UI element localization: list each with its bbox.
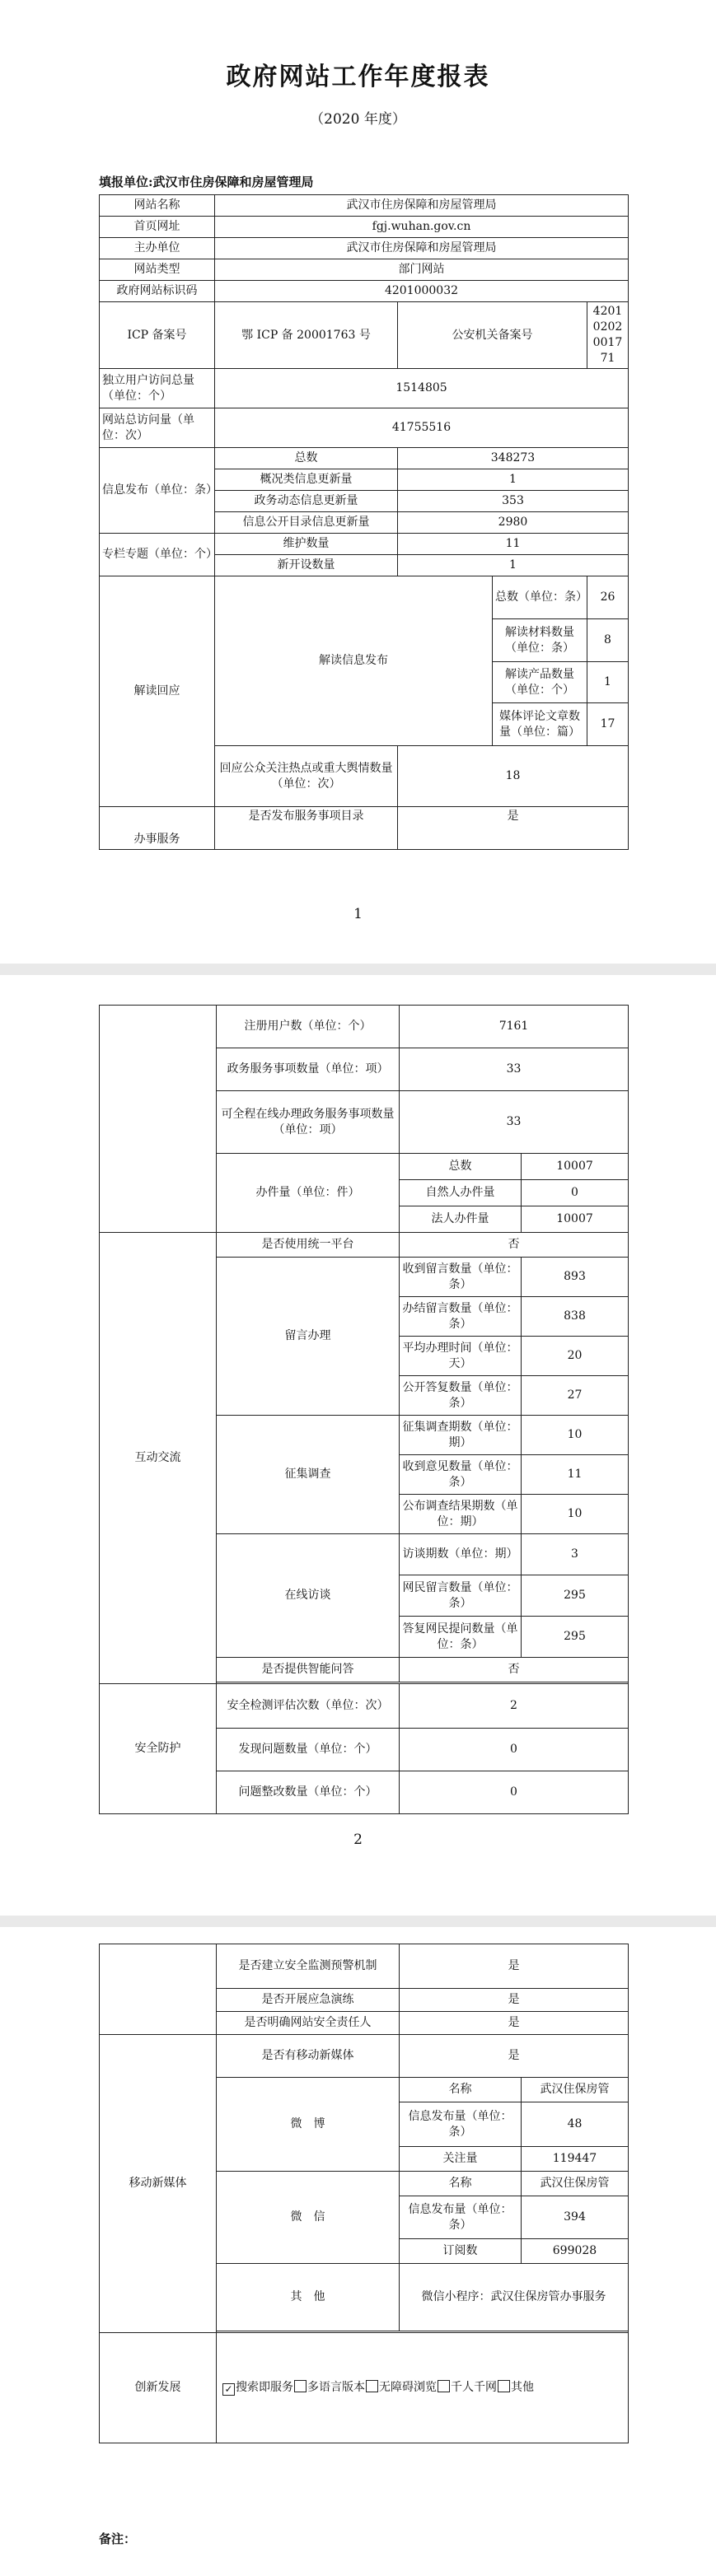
smart-label: 是否提供智能问答 [217, 1658, 400, 1682]
survey-label: 征集调查 [217, 1416, 400, 1534]
host-value: 武汉市住房保障和房屋管理局 [215, 238, 629, 259]
option-personalized: 千人千网 [451, 2381, 497, 2394]
page-separator-2 [0, 1916, 716, 1927]
interpret-material-label: 解读材料数量（单位：条） [493, 619, 587, 662]
security-fixed-label: 问题整改数量（单位：个） [217, 1771, 400, 1814]
wechat-name-value: 武汉住保房管 [522, 2172, 629, 2196]
site-code-value: 4201000032 [215, 281, 629, 302]
weibo-posts-value: 48 [522, 2102, 629, 2147]
uv-label: 独立用户访问总量（单位：个） [100, 369, 215, 408]
msg-public-value: 27 [522, 1376, 629, 1416]
wechat-sub-value: 699028 [522, 2239, 629, 2264]
info-catalog-value: 2980 [398, 512, 629, 534]
security-monitor-label: 是否建立安全监测预警机制 [217, 1944, 400, 1989]
info-catalog-label: 信息公开目录信息更新量 [215, 512, 398, 534]
footer-note: 备注： [99, 2532, 137, 2546]
innovation-label: 创新发展 [100, 2333, 217, 2443]
column-new-value: 1 [398, 555, 629, 576]
mobile-label: 移动新媒体 [100, 2035, 217, 2333]
service-label: 办事服务 [100, 807, 215, 850]
report-table-page-2 [99, 1005, 629, 1814]
report-title: 政府网站工作年度报表 [226, 63, 490, 91]
icp-value: 鄂 ICP 备 20001763 号 [215, 302, 398, 369]
pv-label: 网站总访问量（单位：次） [100, 408, 215, 448]
pv-value: 41755516 [215, 408, 629, 448]
interpret-hot-value: 18 [398, 746, 629, 807]
report-table-page-1 [99, 194, 629, 850]
msg-time-label: 平均办理时间（单位：天） [400, 1337, 522, 1376]
msg-received-label: 收到留言数量（单位：条） [400, 1258, 522, 1297]
msg-public-label: 公开答复数量（单位：条） [400, 1376, 522, 1416]
page-3 [0, 1927, 716, 2576]
info-overview-label: 概况类信息更新量 [215, 469, 398, 491]
weibo-posts-label: 信息发布量（单位：条） [400, 2102, 522, 2147]
security-owner-value: 是 [400, 2012, 629, 2035]
checkbox-other[interactable] [498, 2380, 510, 2392]
interpret-publish-label: 解读信息发布 [215, 576, 493, 746]
msg-done-value: 838 [522, 1297, 629, 1337]
platform-value: 否 [400, 1233, 629, 1258]
interview-msgs-label: 网民留言数量（单位：条） [400, 1575, 522, 1617]
innovation-options [217, 2333, 629, 2443]
info-overview-value: 1 [398, 469, 629, 491]
mobile-has-value: 是 [400, 2035, 629, 2078]
wechat-label: 微 信 [217, 2172, 400, 2264]
icp-label: ICP 备案号 [100, 302, 215, 369]
platform-label: 是否使用统一平台 [217, 1233, 400, 1258]
wechat-sub-label: 订阅数 [400, 2239, 522, 2264]
service-online-label: 可全程在线办理政务服务事项数量（单位：项） [217, 1091, 400, 1154]
service-handled-label: 办件量（单位：件） [217, 1154, 400, 1233]
info-affairs-label: 政务动态信息更新量 [215, 491, 398, 512]
info-label: 信息发布（单位：条） [100, 448, 215, 534]
security-label-cont [100, 1944, 217, 2035]
interaction-label: 互动交流 [100, 1233, 217, 1684]
survey-results-label: 公布调查结果期数（单位：期） [400, 1495, 522, 1534]
weibo-label: 微 博 [217, 2078, 400, 2172]
handled-total-value: 10007 [522, 1154, 629, 1180]
handled-natural-value: 0 [522, 1180, 629, 1206]
weibo-follow-label: 关注量 [400, 2147, 522, 2172]
report-year: （2020 年度） [310, 111, 406, 128]
checkbox-accessibility[interactable] [366, 2380, 378, 2392]
option-other: 其他 [511, 2381, 534, 2394]
handled-legal-value: 10007 [522, 1206, 629, 1233]
interpret-product-label: 解读产品数量（单位：个） [493, 662, 587, 703]
smart-value: 否 [400, 1658, 629, 1682]
service-catalog-label: 是否发布服务事项目录 [215, 807, 398, 850]
other-label: 其 他 [217, 2264, 400, 2331]
security-fixed-value: 0 [400, 1771, 629, 1814]
site-type-value: 部门网站 [215, 259, 629, 281]
security-monitor-value: 是 [400, 1944, 629, 1989]
site-type-label: 网站类型 [100, 259, 215, 281]
column-label: 专栏专题（单位：个） [100, 534, 215, 576]
checkbox-search-service[interactable]: ✓ [222, 2383, 235, 2396]
other-value: 微信小程序：武汉住保房管办事服务 [400, 2264, 629, 2331]
security-eval-value: 2 [400, 1684, 629, 1729]
report-table-page-3 [99, 1944, 629, 2443]
survey-count-label: 征集调查期数（单位：期） [400, 1416, 522, 1455]
interview-label: 在线访谈 [217, 1534, 400, 1658]
service-items-label: 政务服务事项数量（单位：项） [217, 1048, 400, 1091]
service-online-value: 33 [400, 1091, 629, 1154]
security-found-value: 0 [400, 1729, 629, 1771]
wechat-name-label: 名称 [400, 2172, 522, 2196]
option-search-service: 搜索即服务 [236, 2381, 293, 2394]
security-drill-value: 是 [400, 1989, 629, 2012]
interpret-product-value: 1 [587, 662, 629, 703]
service-label-cont [100, 1006, 217, 1233]
msg-received-value: 893 [522, 1258, 629, 1297]
uv-value: 1514805 [215, 369, 629, 408]
handled-legal-label: 法人办件量 [400, 1206, 522, 1233]
page-1 [0, 0, 716, 964]
handled-total-label: 总数 [400, 1154, 522, 1180]
security-label: 安全防护 [100, 1684, 217, 1814]
msg-label: 留言办理 [217, 1258, 400, 1416]
police-value: 42010202001771 [587, 302, 629, 369]
column-maintain-value: 11 [398, 534, 629, 555]
survey-opinions-label: 收到意见数量（单位：条） [400, 1455, 522, 1495]
option-multilang: 多语言版本 [307, 2381, 365, 2394]
security-found-label: 发现问题数量（单位：个） [217, 1729, 400, 1771]
info-affairs-value: 353 [398, 491, 629, 512]
checkbox-multilang[interactable] [294, 2380, 307, 2392]
mobile-has-label: 是否有移动新媒体 [217, 2035, 400, 2078]
security-eval-label: 安全检测评估次数（单位：次） [217, 1684, 400, 1729]
page-separator [0, 964, 716, 975]
security-drill-label: 是否开展应急演练 [217, 1989, 400, 2012]
interpret-label: 解读回应 [100, 576, 215, 807]
weibo-name-value: 武汉住保房管 [522, 2078, 629, 2102]
interview-answers-value: 295 [522, 1617, 629, 1658]
interpret-hot-label: 回应公众关注热点或重大舆情数量（单位：次） [215, 746, 398, 807]
interview-count-label: 访谈期数（单位：期） [400, 1534, 522, 1575]
survey-results-value: 10 [522, 1495, 629, 1534]
handled-natural-label: 自然人办件量 [400, 1180, 522, 1206]
service-items-value: 33 [400, 1048, 629, 1091]
police-label: 公安机关备案号 [398, 302, 587, 369]
site-name-label: 网站名称 [100, 195, 215, 217]
home-url-label: 首页网址 [100, 217, 215, 238]
interpret-total-label: 总数（单位：条） [493, 576, 587, 619]
msg-time-value: 20 [522, 1337, 629, 1376]
wechat-posts-label: 信息发布量（单位：条） [400, 2196, 522, 2239]
info-total-label: 总数 [215, 448, 398, 469]
column-maintain-label: 维护数量 [215, 534, 398, 555]
service-users-value: 7161 [400, 1006, 629, 1048]
site-code-label: 政府网站标识码 [100, 281, 215, 302]
site-name-value: 武汉市住房保障和房屋管理局 [215, 195, 629, 217]
page-2 [0, 975, 716, 1916]
weibo-follow-value: 119447 [522, 2147, 629, 2172]
security-owner-label: 是否明确网站安全责任人 [217, 2012, 400, 2035]
interpret-media-value: 17 [587, 703, 629, 746]
interpret-total-value: 26 [587, 576, 629, 619]
survey-count-value: 10 [522, 1416, 629, 1455]
info-total-value: 348273 [398, 448, 629, 469]
msg-done-label: 办结留言数量（单位：条） [400, 1297, 522, 1337]
interview-msgs-value: 295 [522, 1575, 629, 1617]
interview-count-value: 3 [522, 1534, 629, 1575]
interview-answers-label: 答复网民提问数量（单位：条） [400, 1617, 522, 1658]
page-number-1: 1 [353, 906, 363, 922]
survey-opinions-value: 11 [522, 1455, 629, 1495]
weibo-name-label: 名称 [400, 2078, 522, 2102]
home-url-value: fgj.wuhan.gov.cn [215, 217, 629, 238]
checkbox-personalized[interactable] [438, 2380, 450, 2392]
page-number-2: 2 [353, 1832, 363, 1848]
option-accessibility: 无障碍浏览 [379, 2381, 437, 2394]
wechat-posts-value: 394 [522, 2196, 629, 2239]
interpret-media-label: 媒体评论文章数量（单位：篇） [493, 703, 587, 746]
filler-unit: 填报单位:武汉市住房保障和房屋管理局 [99, 175, 314, 189]
host-label: 主办单位 [100, 238, 215, 259]
service-users-label: 注册用户数（单位：个） [217, 1006, 400, 1048]
service-catalog-value: 是 [398, 807, 629, 850]
column-new-label: 新开设数量 [215, 555, 398, 576]
interpret-material-value: 8 [587, 619, 629, 662]
